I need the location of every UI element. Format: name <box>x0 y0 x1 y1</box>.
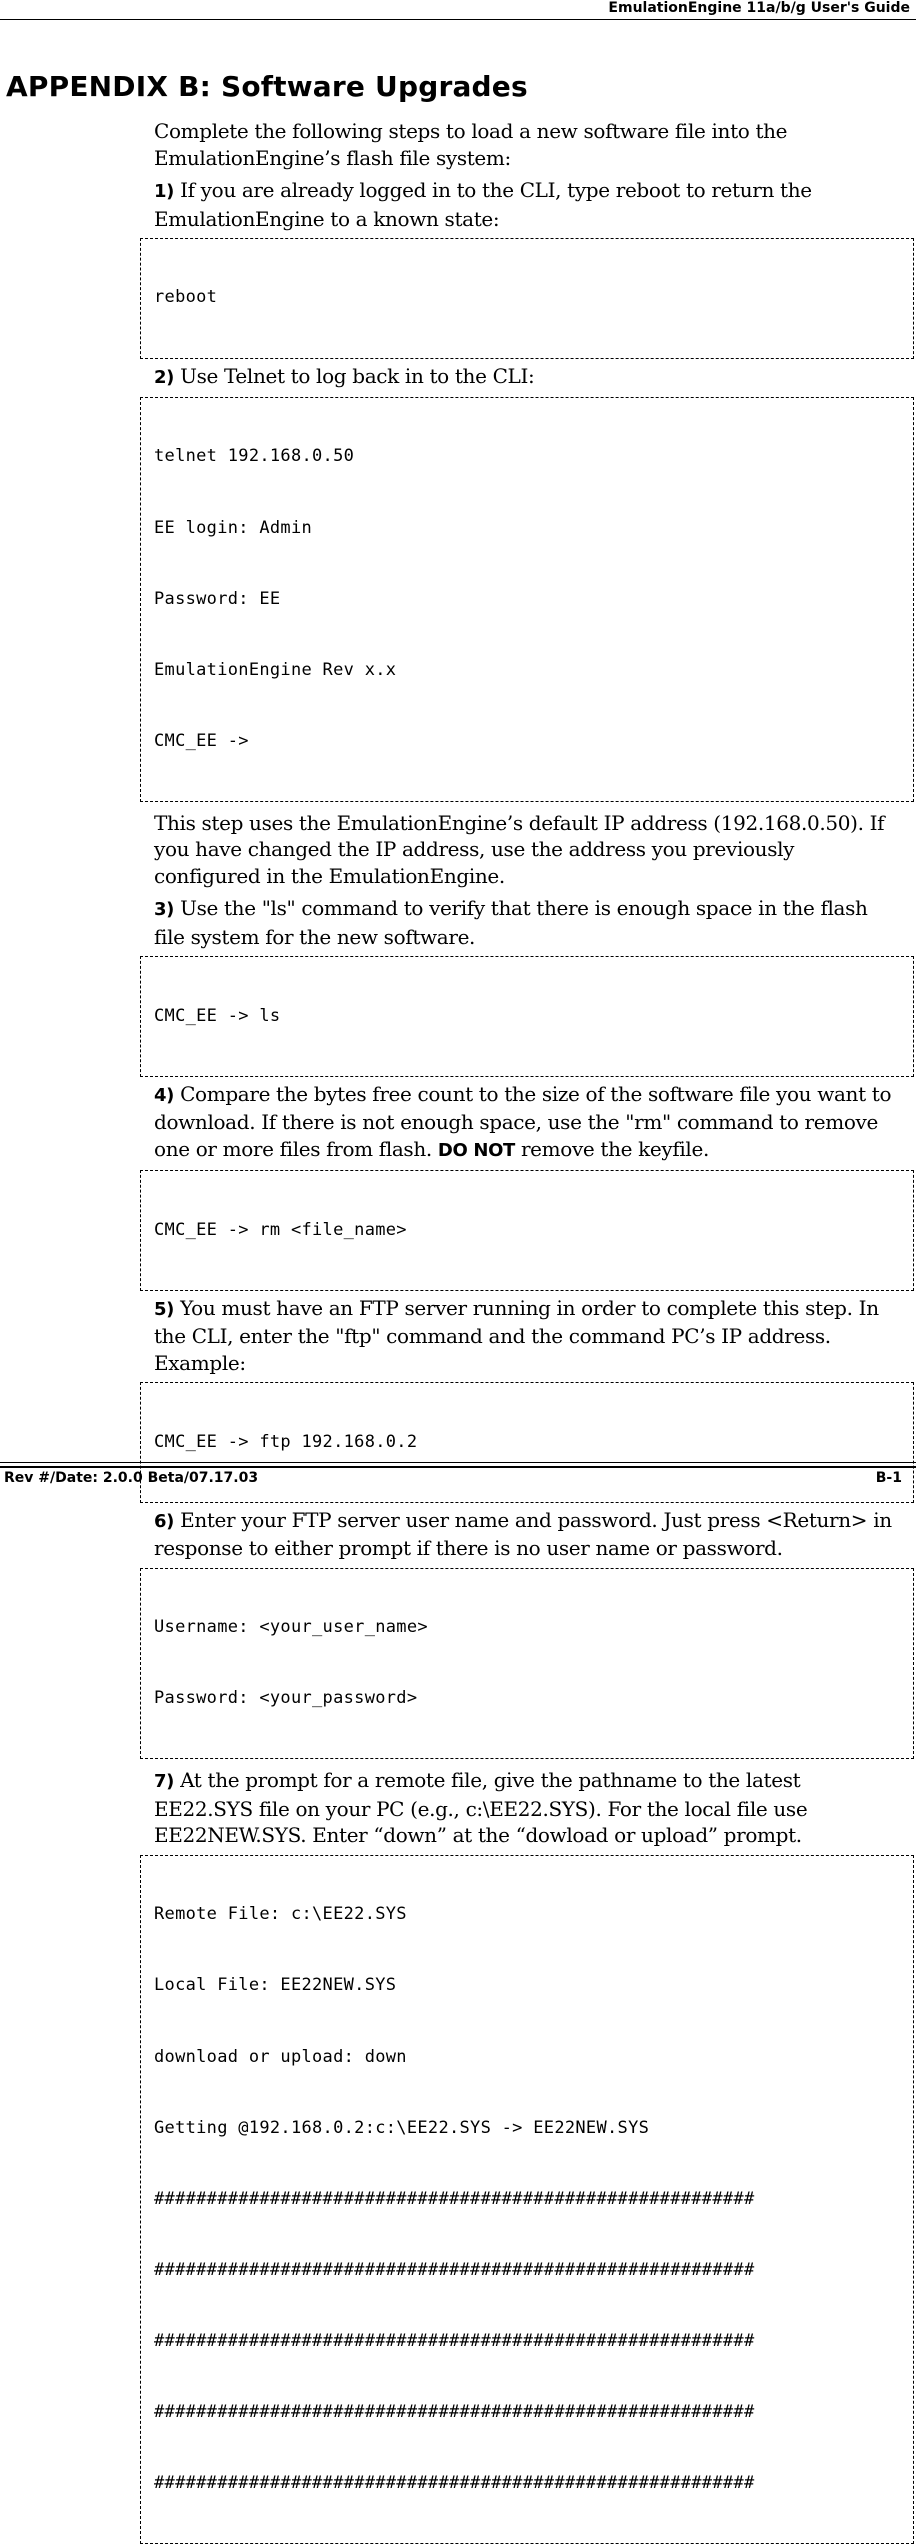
progress-hash-line: ######################################################### <box>154 2402 755 2423</box>
code-line: reboot <box>154 287 218 308</box>
code-line: Password: <your_password> <box>154 1688 418 1709</box>
step-6-body: Enter your FTP server user name and password. Just press <Return> in response to either prompt if there is no user name or password. <box>154 1507 892 1561</box>
step-7-number: 7) <box>154 1771 175 1793</box>
code-line: CMC_EE -> ls <box>154 1005 281 1026</box>
document-body <box>0 118 916 2548</box>
step-2-number: 2) <box>154 366 175 388</box>
code-line: CMC_EE -> <box>154 730 249 751</box>
step-3-body: Use the "ls" command to verify that there is enough space in the flash file system for the new software. <box>154 896 868 949</box>
step-6-text <box>154 1507 899 1562</box>
code-line: Username: <your_user_name> <box>154 1617 428 1638</box>
code-line: telnet 192.168.0.50 <box>154 446 355 467</box>
step-4-body: Compare the bytes free count to the size of the software file you want to download. If there is not enough space, use the "rm" command to remove one or more files from flash. <box>154 1081 892 1161</box>
step-2-note: This step uses the EmulationEngine’s default IP address (192.168.0.50). If you have changed the IP address, use the address you previously configured in the EmulationEngine. <box>154 810 885 888</box>
progress-hash-line: ######################################################### <box>154 2330 755 2351</box>
progress-hash-line: ######################################################### <box>154 2473 755 2494</box>
page-footer <box>0 1469 916 1489</box>
step-6-number: 6) <box>154 1510 175 1532</box>
progress-hash-line: ######################################################### <box>154 2259 755 2280</box>
step-3-number: 3) <box>154 899 175 921</box>
code-line: Local File: EE22NEW.SYS <box>154 1975 397 1996</box>
code-line: CMC_EE -> ftp 192.168.0.2 <box>154 1431 418 1452</box>
step-7-code-block <box>140 1855 914 2544</box>
code-line: CMC_EE -> rm <file_name> <box>154 1219 407 1240</box>
revision-date: Rev #/Date: 2.0.0 Beta/07.17.03 <box>4 1470 259 1486</box>
page-title: APPENDIX B: Software Upgrades <box>6 70 528 103</box>
step-1-number: 1) <box>154 181 175 202</box>
step-6-code-block <box>140 1568 914 1760</box>
intro-paragraph: Complete the following steps to load a new software file into the EmulationEngine’s flash file system: <box>154 119 788 170</box>
step-3-code-block <box>140 956 914 1077</box>
code-line: Password: EE <box>154 588 281 609</box>
step-5-text <box>154 1295 899 1377</box>
code-line: Remote File: c:\EE22.SYS <box>154 1904 407 1925</box>
do-not-warning: DO NOT <box>437 1139 515 1161</box>
step-4-code-block <box>140 1170 914 1291</box>
code-line: Getting @192.168.0.2:c:\EE22.SYS -> EE22NEW.SYS <box>154 2117 650 2138</box>
step-3-text <box>154 895 899 950</box>
step-7-text <box>154 1767 899 1849</box>
step-4-text <box>154 1081 899 1165</box>
step-2-body: Use Telnet to log back in to the CLI: <box>174 363 535 388</box>
step-7-body: At the prompt for a remote file, give the pathname to the latest EE22.SYS file on your PC (e.g., c:\EE22.SYS). For the local file use EE22NEW.SYS. Enter “down” at the “dowload or upload” prompt. <box>154 1768 808 1848</box>
step-4-number: 4) <box>154 1084 175 1106</box>
code-line: EE login: Admin <box>154 517 313 538</box>
step-1-code-block <box>140 238 914 359</box>
step-5-body: You must have an FTP server running in order to complete this step. In the CLI, enter the "ftp" command and the command PC’s IP address. Example: <box>154 1295 879 1375</box>
step-1-text <box>154 177 899 232</box>
code-line: EmulationEngine Rev x.x <box>154 659 397 680</box>
footer-divider-thick <box>0 1466 916 1468</box>
step-4-body-end: remove the keyfile. <box>514 1136 709 1161</box>
progress-hash-line: ######################################################### <box>154 2188 755 2209</box>
page-number: B-1 <box>875 1470 902 1486</box>
footer-divider <box>0 1462 916 1463</box>
step-1-body: If you are already logged in to the CLI, type reboot to return the EmulationEngine to a known state: <box>154 178 812 231</box>
step-5-number: 5) <box>154 1298 175 1320</box>
step-2-text <box>154 363 899 392</box>
step-2-code-block <box>140 397 914 802</box>
running-header: EmulationEngine 11a/b/g User's Guide <box>0 0 916 20</box>
code-line: download or upload: down <box>154 2046 407 2067</box>
